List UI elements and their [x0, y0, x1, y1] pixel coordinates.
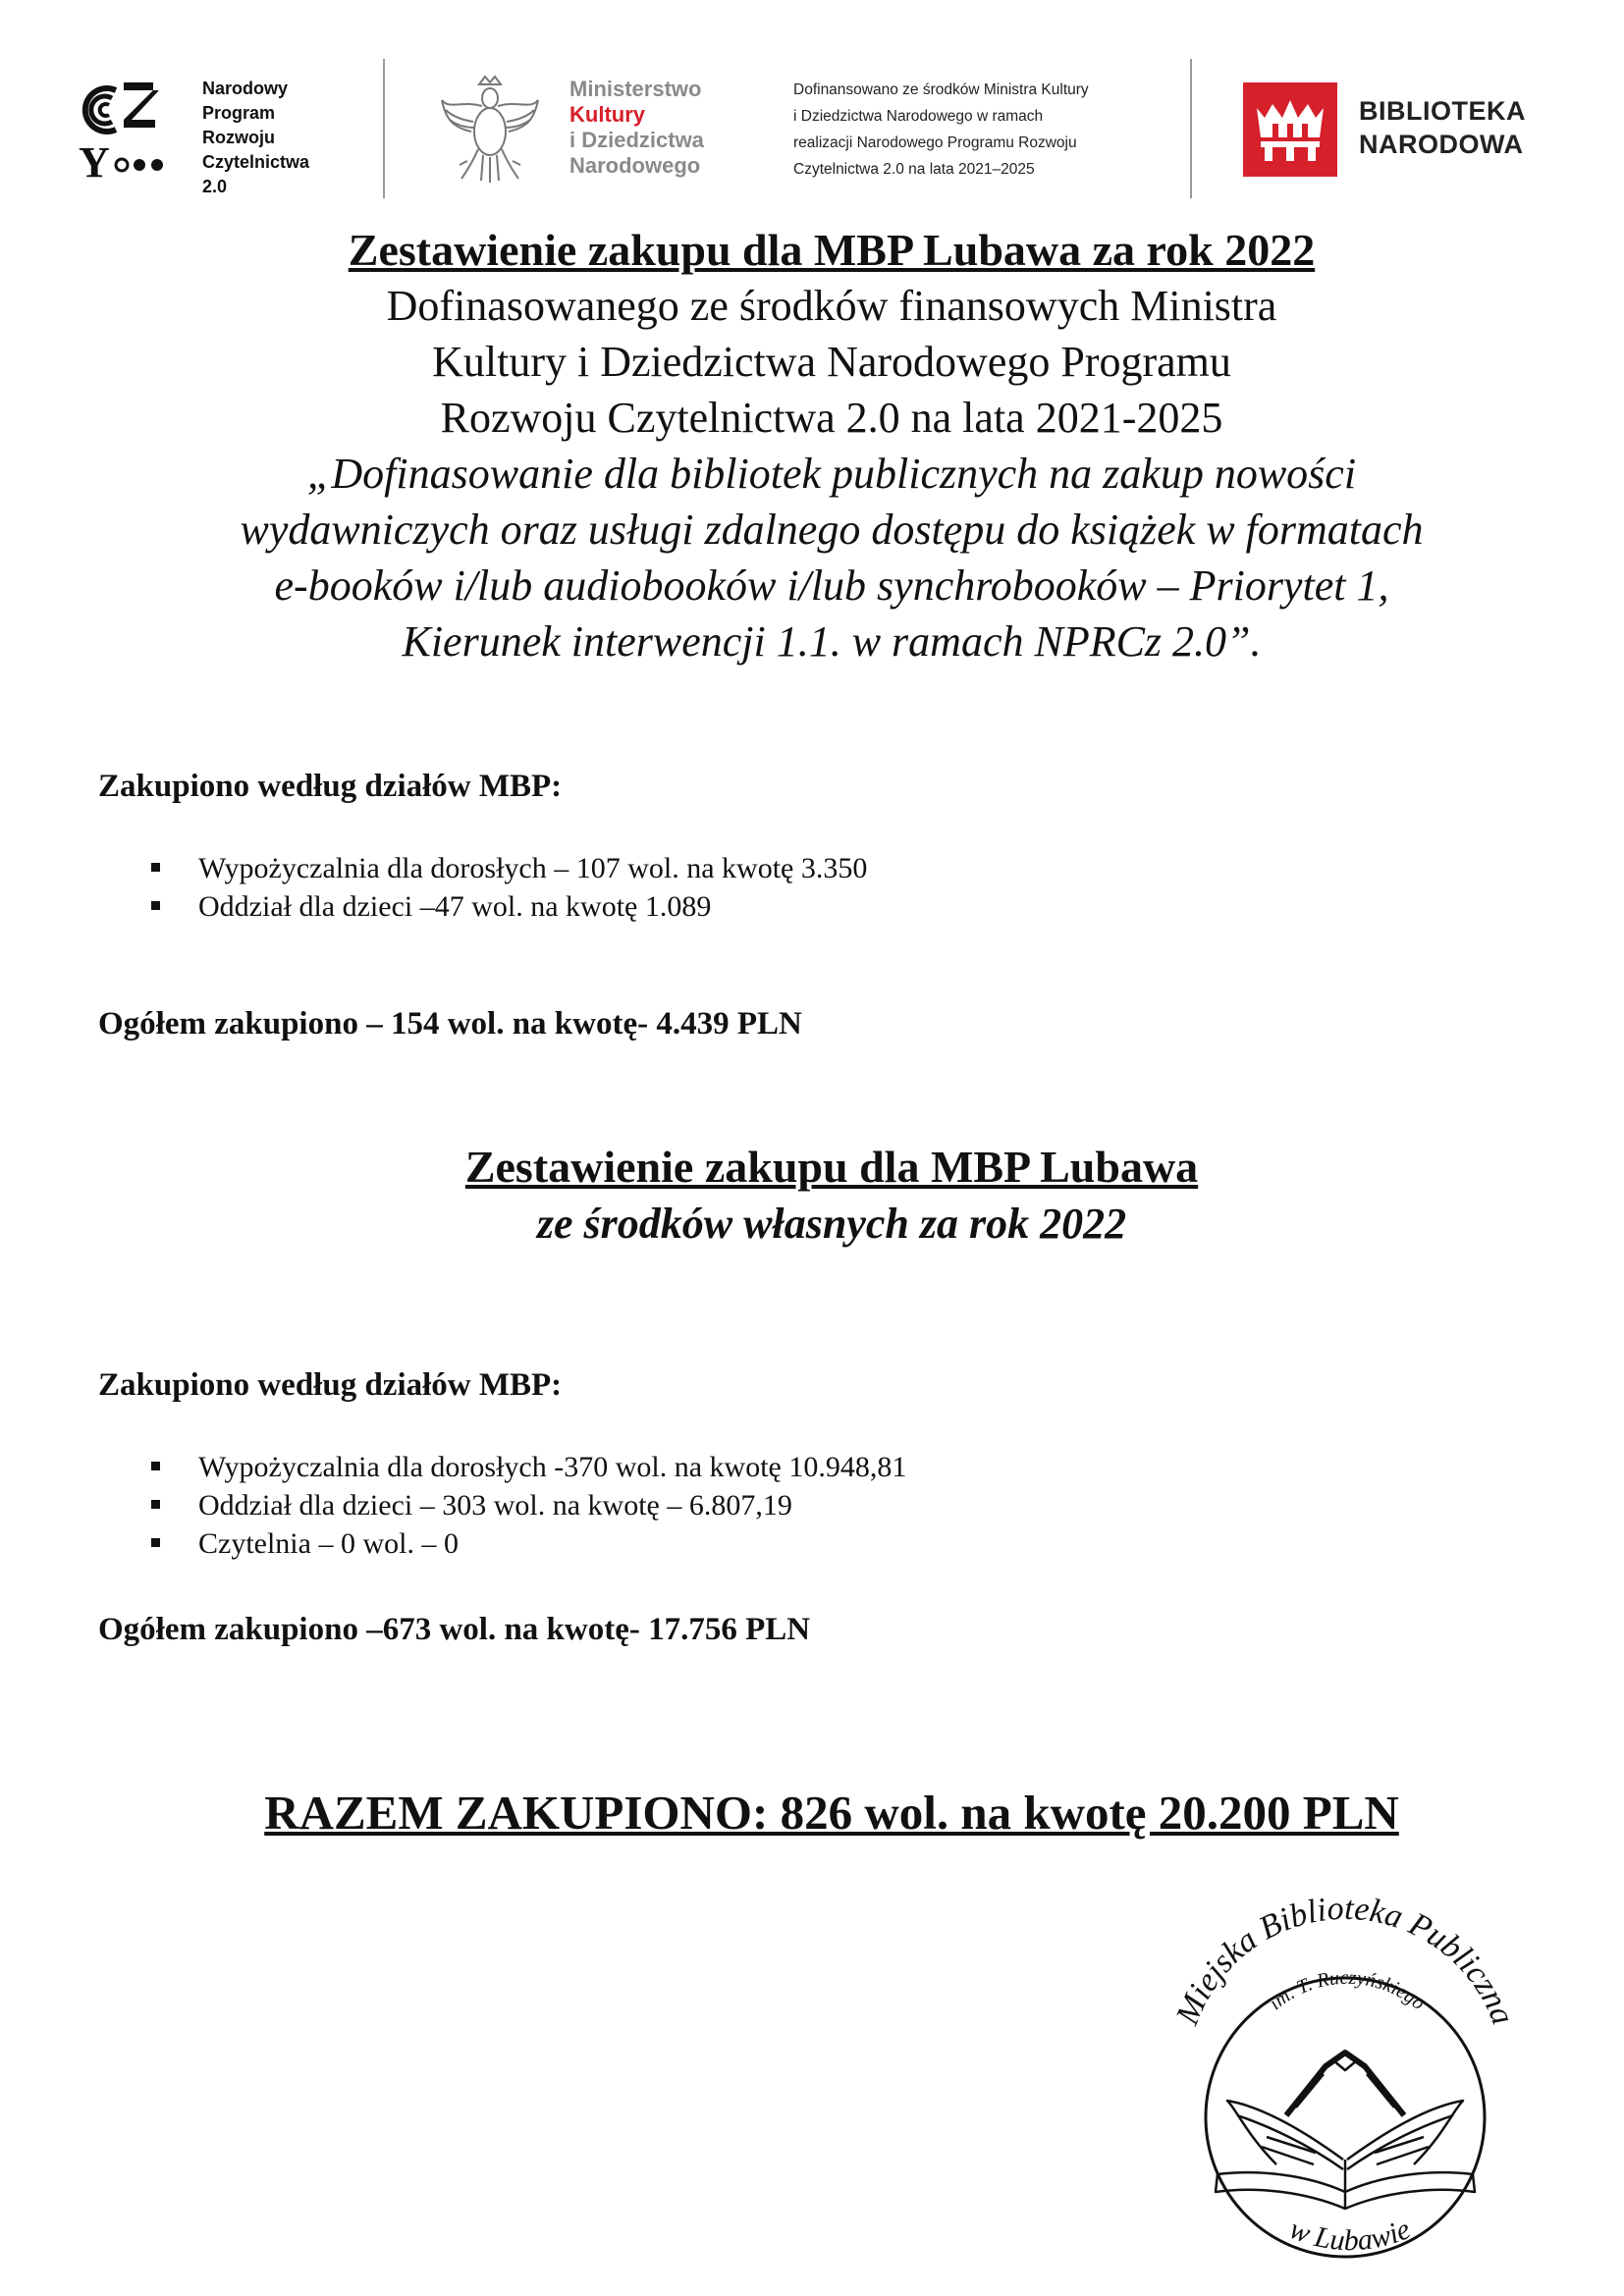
- subtitle-line: Rozwoju Czytelnictwa 2.0 na lata 2021-2025: [440, 394, 1223, 442]
- section2-heading: Zakupiono według działów MBP:: [98, 1367, 563, 1403]
- eagle-emblem-icon: [432, 71, 548, 187]
- list-item: Wypożyczalnia dla dorosłych – 107 wol. na kwotę 3.350: [137, 849, 867, 887]
- nprc-line: 2.0: [202, 177, 228, 196]
- nprc-line: Program: [202, 103, 276, 123]
- ministry-line: i Dziedzictwa: [569, 128, 704, 152]
- bn-line: NARODOWA: [1359, 130, 1524, 159]
- stamp-inner-text: im. T. Ruczyńskiego: [1265, 1966, 1430, 2015]
- ministry-logo-text: [569, 77, 704, 179]
- section2-subtitle: ze środków własnych za rok 2022: [536, 1200, 1127, 1248]
- subtitle-line: Dofinasowanego ze środków finansowych Ministra: [386, 282, 1277, 330]
- funding-note-line: realizacji Narodowego Programu Rozwoju: [793, 134, 1077, 151]
- funding-note-line: Dofinansowano ze środków Ministra Kultury: [793, 81, 1089, 98]
- biblioteka-narodowa-logo: [1243, 82, 1557, 176]
- book-icon: [1216, 2053, 1475, 2209]
- nprc-emblem-icon: [77, 77, 194, 194]
- nprc-line: Narodowy: [202, 79, 289, 98]
- ministry-line: Ministerstwo: [569, 77, 702, 101]
- crown-icon: [1243, 82, 1337, 177]
- nprc-line: Czytelnictwa: [202, 152, 310, 172]
- header-logos: [0, 0, 1624, 211]
- grand-total: RAZEM ZAKUPIONO: 826 wol. na kwotę 20.200 PLN: [264, 1786, 1399, 1840]
- nprc-line: Rozwoju: [202, 128, 275, 147]
- section2-total: Ogółem zakupiono –673 wol. na kwotę- 17.756 PLN: [98, 1612, 811, 1647]
- document-title: Zestawienie zakupu dla MBP Lubawa za rok 2022: [348, 225, 1316, 275]
- funding-note: [793, 77, 1166, 183]
- biblioteka-narodowa-text: [1359, 94, 1526, 161]
- program-quote-line: Kierunek interwencji 1.1. w ramach NPRCz 2.0”.: [402, 617, 1262, 666]
- list-item: Oddział dla dzieci – 303 wol. na kwotę – 6.807,19: [137, 1486, 906, 1524]
- section2-title-block: [79, 1139, 1585, 1253]
- ministry-logo: [432, 71, 756, 193]
- nprc-logo-text: [202, 77, 309, 199]
- stamp-top-text: Miejska Biblioteka Publiczna: [1168, 1890, 1522, 2030]
- section2-list: [137, 1448, 906, 1563]
- divider: [383, 59, 385, 198]
- program-quote-line: wydawniczych oraz usługi zdalnego dostępu do książek w formatach: [240, 506, 1424, 554]
- svg-text:Y: Y: [79, 138, 110, 187]
- section1-list: [137, 849, 867, 926]
- funding-note-line: Czytelnictwa 2.0 na lata 2021–2025: [793, 161, 1035, 178]
- nprc-logo: [77, 77, 361, 204]
- library-stamp: [1159, 1880, 1532, 2272]
- section1-heading: Zakupiono według działów MBP:: [98, 769, 563, 804]
- subtitle-line: Kultury i Dziedzictwa Narodowego Programu: [432, 338, 1231, 386]
- program-quote-line: e-booków i/lub audiobooków i/lub synchrobooków – Priorytet 1,: [274, 561, 1389, 610]
- bn-line: BIBLIOTEKA: [1359, 96, 1526, 126]
- program-quote-line: „Dofinasowanie dla bibliotek publicznych na zakup nowości: [306, 450, 1357, 498]
- ministry-line-accent: Kultury: [569, 102, 645, 127]
- library-stamp-graphic: [1159, 1880, 1532, 2272]
- list-item: Oddział dla dzieci –47 wol. na kwotę 1.089: [137, 887, 867, 926]
- stamp-bottom-text: w Lubawie: [1284, 2213, 1416, 2258]
- section2-title: Zestawienie zakupu dla MBP Lubawa: [464, 1142, 1199, 1192]
- section1-total: Ogółem zakupiono – 154 wol. na kwotę- 4.439 PLN: [98, 1006, 802, 1041]
- divider: [1190, 59, 1192, 198]
- funding-note-line: i Dziedzictwa Narodowego w ramach: [793, 108, 1044, 125]
- ministry-line: Narodowego: [569, 153, 701, 178]
- list-item: Wypożyczalnia dla dorosłych -370 wol. na kwotę 10.948,81: [137, 1448, 906, 1486]
- list-item: Czytelnia – 0 wol. – 0: [137, 1524, 906, 1563]
- document-title-block: [79, 222, 1585, 669]
